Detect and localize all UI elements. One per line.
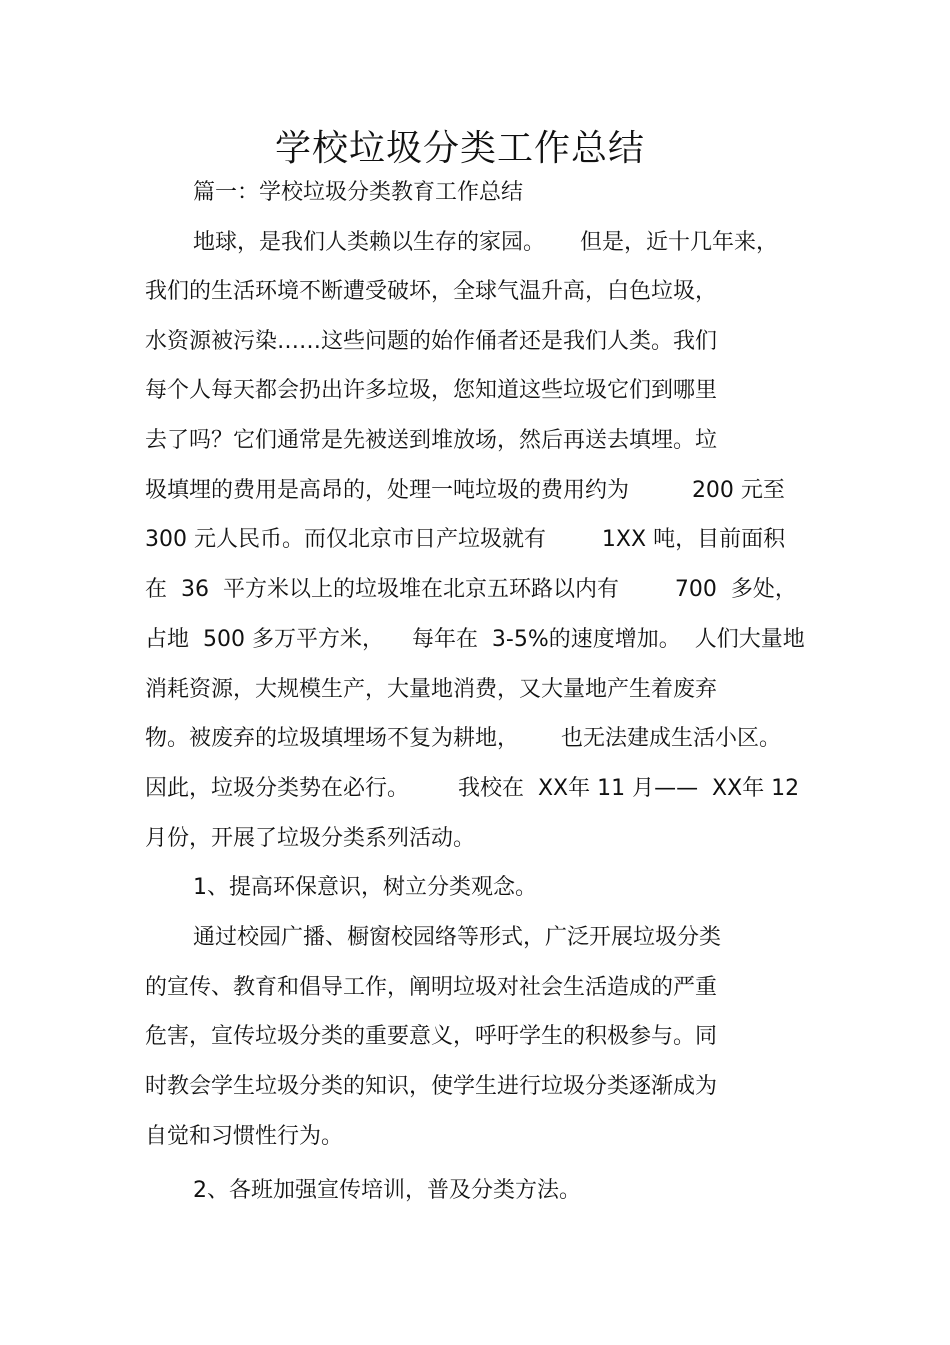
paragraph-line: 通过校园广播、橱窗校园络等形式，广泛开展垃圾分类	[193, 925, 722, 950]
paragraph-line: 在 36 平方米以上的垃圾堆在北京五环路以内有 700 多处，	[145, 577, 797, 602]
paragraph-line: 300 元人民币。而仅北京市日产垃圾就有 1XX 吨，目前面积	[145, 527, 786, 552]
paragraph-line: 占地 500 多万平方米， 每年在 3-5%的速度增加。 人们大量地	[145, 627, 805, 652]
paragraph-line: 月份，开展了垃圾分类系列活动。	[145, 826, 476, 851]
document-title: 学校垃圾分类工作总结	[274, 128, 645, 169]
paragraph-line: 消耗资源，大规模生产，大量地消费，又大量地产生着废弃	[145, 677, 718, 702]
paragraph-line: 圾填埋的费用是高昂的，处理一吨垃圾的费用约为 200 元至	[145, 478, 785, 503]
paragraph-line: 地球，是我们人类赖以生存的家园。 但是，近十几年来，	[193, 230, 778, 255]
list-heading: 2、各班加强宣传培训，普及分类方法。	[193, 1178, 581, 1203]
paragraph-line: 因此，垃圾分类势在必行。 我校在 XX年 11 月—— XX年 12	[145, 776, 800, 801]
paragraph-line: 物。被废弃的垃圾填埋场不复为耕地， 也无法建成生活小区。	[145, 726, 781, 751]
paragraph-line: 水资源被污染……这些问题的始作俑者还是我们人类。我们	[145, 329, 718, 354]
section-heading: 篇一：学校垃圾分类教育工作总结	[193, 180, 524, 205]
paragraph-line: 自觉和习惯性行为。	[145, 1124, 344, 1149]
paragraph-line: 每个人每天都会扔出许多垃圾，您知道这些垃圾它们到哪里	[145, 378, 718, 403]
paragraph-line: 时教会学生垃圾分类的知识，使学生进行垃圾分类逐渐成为	[145, 1074, 718, 1099]
paragraph-line: 危害，宣传垃圾分类的重要意义，呼吁学生的积极参与。同	[145, 1024, 718, 1049]
paragraph-line: 的宣传、教育和倡导工作，阐明垃圾对社会生活造成的严重	[145, 975, 718, 1000]
paragraph-line: 去了吗？它们通常是先被送到堆放场，然后再送去填埋。垃	[145, 428, 718, 453]
list-heading: 1、提高环保意识，树立分类观念。	[193, 875, 537, 900]
paragraph-line: 我们的生活环境不断遭受破坏，全球气温升高，白色垃圾，	[145, 279, 718, 304]
